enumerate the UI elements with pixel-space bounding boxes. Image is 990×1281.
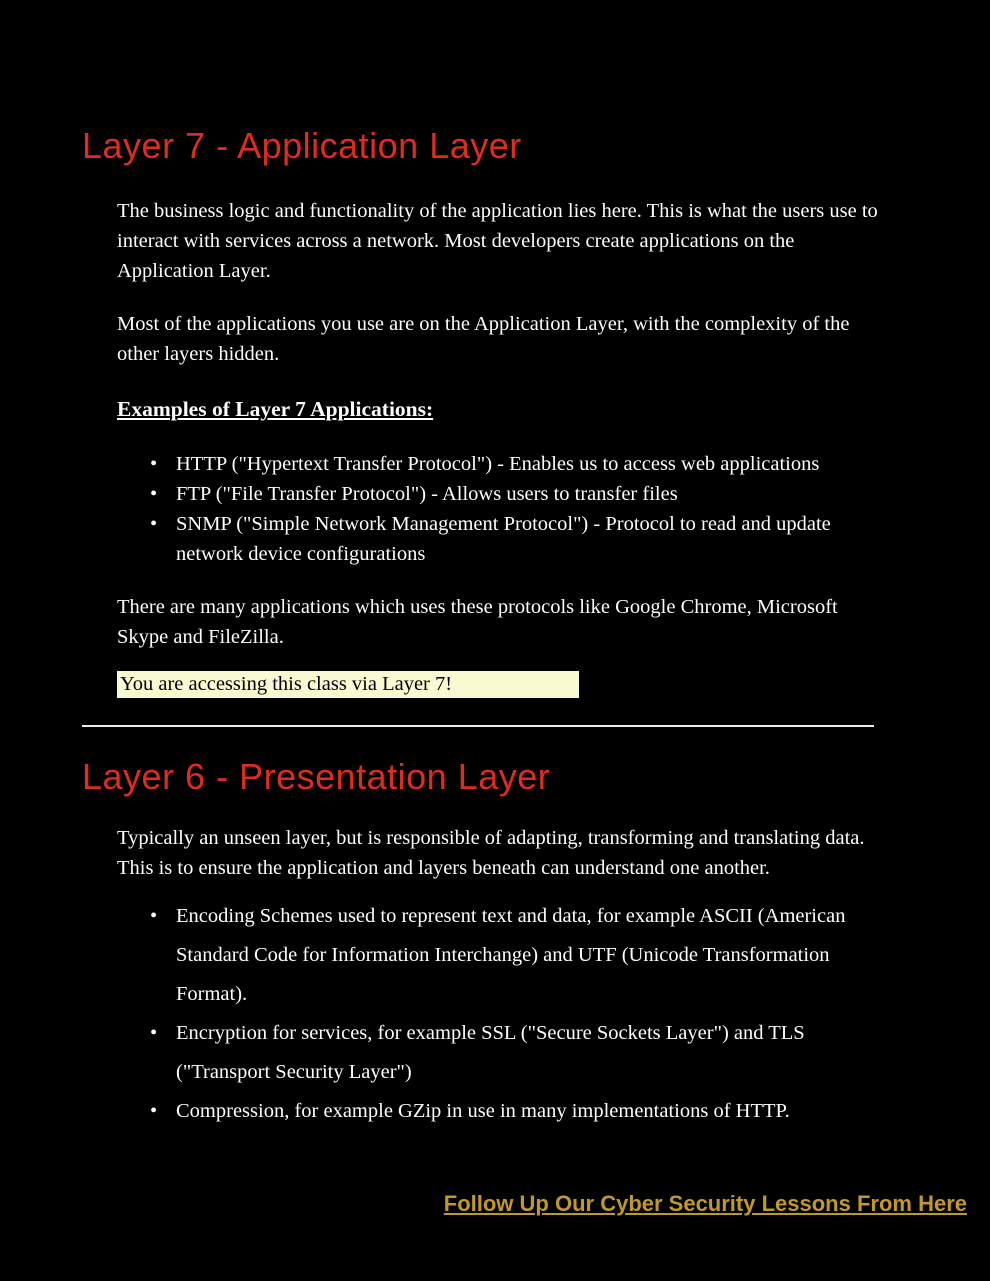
section-divider [82, 725, 874, 727]
layer6-paragraph-1: Typically an unseen layer, but is responsible of adapting, transforming and translating data. This is to ensure the application and layers beneath can understand one another. [117, 827, 865, 879]
layer7-paragraph-2: Most of the applications you use are on the Application Layer, with the complexity of the other layers hidden. [117, 313, 850, 365]
highlight-line [117, 671, 889, 698]
layer6-section [0, 753, 990, 1131]
list-item: • HTTP ("Hypertext Transfer Protocol") - Enables us to access web applications [176, 449, 889, 479]
list-item: • Compression, for example GZip in use in many implementations of HTTP. [176, 1092, 889, 1131]
list-item: • Encryption for services, for example SSL ("Secure Sockets Layer") and TLS ("Transport Security Layer") [176, 1014, 889, 1092]
follow-up-link[interactable]: Follow Up Our Cyber Security Lessons From Here [443, 1191, 967, 1216]
layer7-paragraph-3: There are many applications which uses these protocols like Google Chrome, Microsoft Skype and FileZilla. [117, 596, 838, 648]
layer6-heading: Layer 6 - Presentation Layer [82, 756, 551, 797]
list-item: • SNMP ("Simple Network Management Protocol") - Protocol to read and update network device configurations [176, 509, 889, 569]
highlighted-note: You are accessing this class via Layer 7! [117, 671, 579, 698]
layer7-content [117, 196, 889, 698]
footer [0, 1191, 990, 1217]
layer7-section [0, 122, 990, 698]
list-item: • FTP ("File Transfer Protocol") - Allows users to transfer files [176, 479, 889, 509]
layer6-bullet-list [117, 897, 889, 1131]
layer6-content [117, 823, 889, 1131]
layer7-paragraph-1: The business logic and functionality of the application lies here. This is what the users use to interact with services across a network. Most developers create applications on the Application Layer. [117, 200, 878, 282]
list-item: • Encoding Schemes used to represent text and data, for example ASCII (American Standard Code for Information Interchange) and UTF (Unicode Transformation Format). [176, 897, 889, 1014]
examples-heading: Examples of Layer 7 Applications: [117, 397, 434, 421]
layer7-heading: Layer 7 - Application Layer [82, 125, 522, 166]
layer7-bullet-list [117, 449, 889, 569]
